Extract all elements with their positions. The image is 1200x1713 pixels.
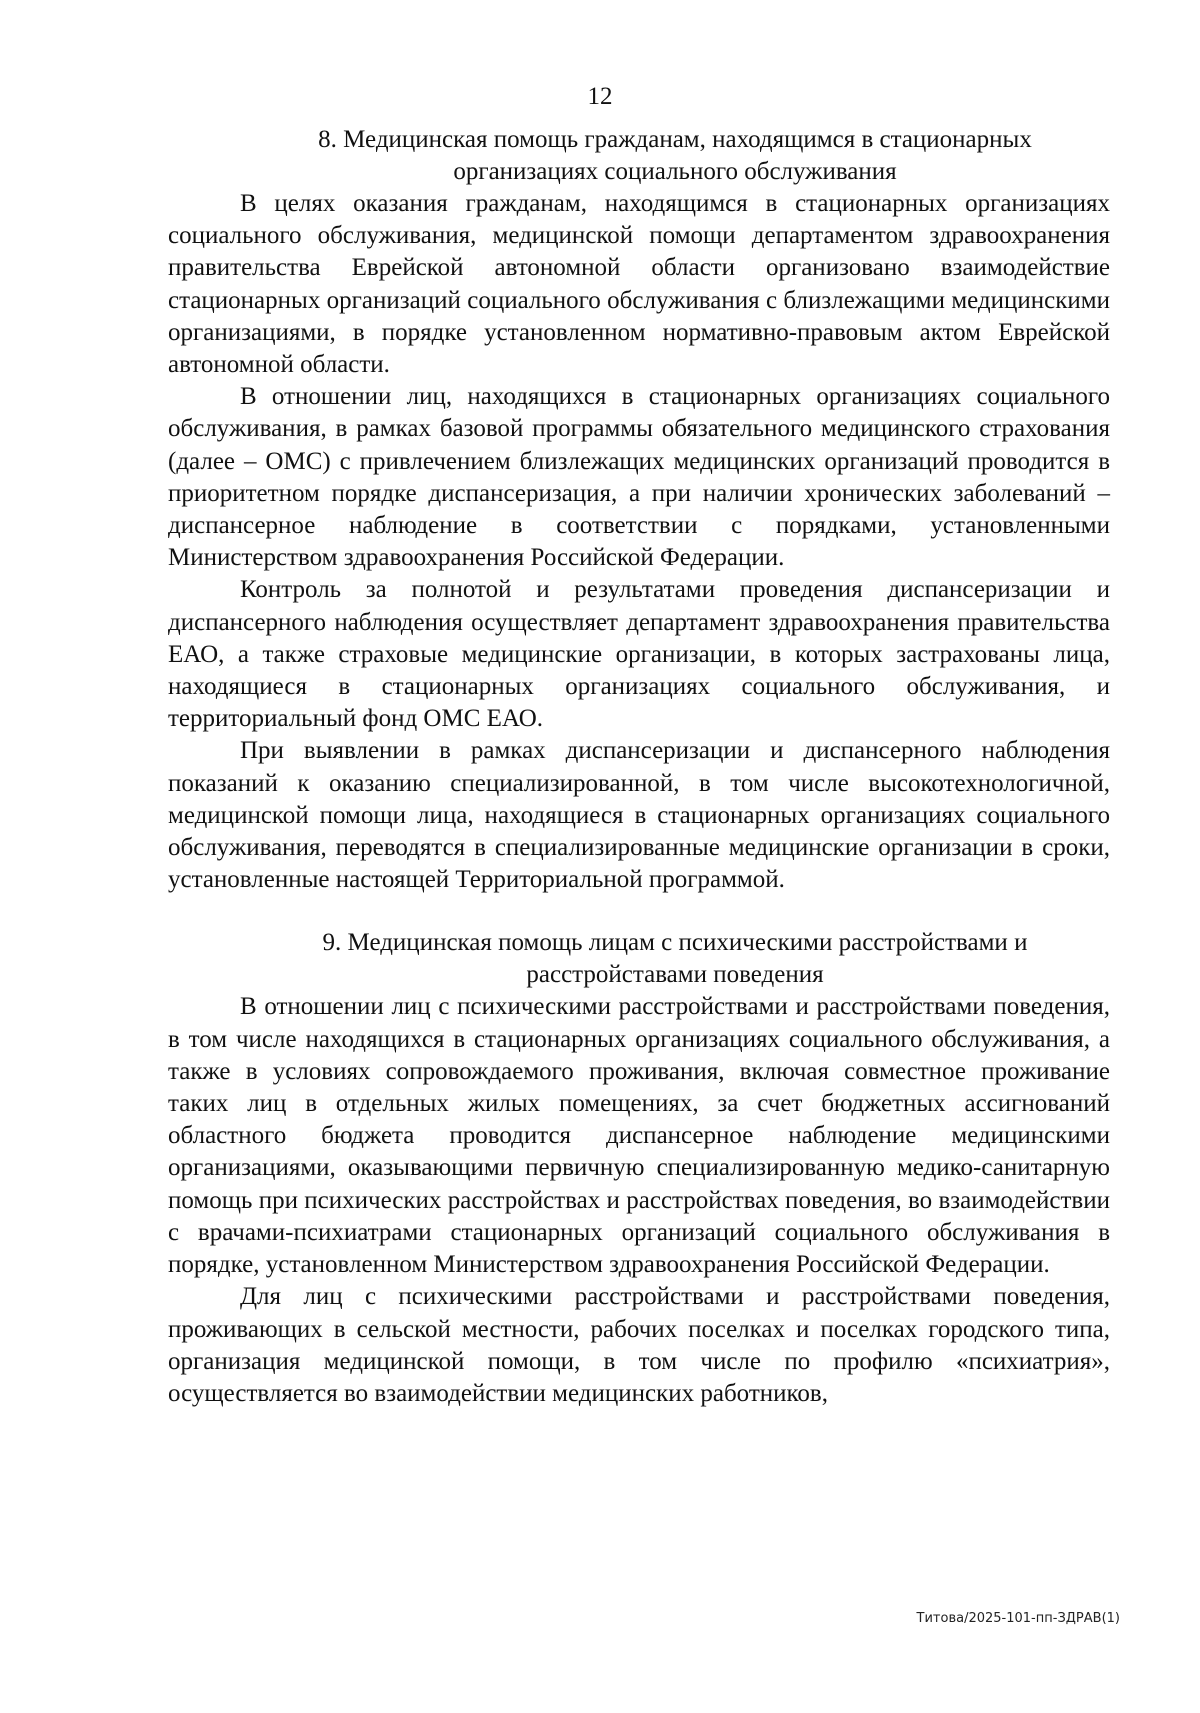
section-title-line: 9. Медицинская помощь лицам с психическими расстройствами и [322,929,1028,957]
paragraph: Для лиц с психическими расстройствами и расстройствами поведения, проживающих в сельской местности, рабочих поселках и поселках городского типа, организация медицинской помощи, в том числе по профилю «психиатрия», осуществляется во взаимодействии медицинских работников, [168,1283,1110,1407]
section-9-title [168,927,1110,991]
page-number: 12 [587,83,613,110]
section-8 [168,124,1110,896]
section-9 [168,927,1110,1410]
paragraph: При выявлении в рамках диспансеризации и диспансерного наблюдения показаний к оказанию специализированной, в том числе высокотехнологичной, медицинской помощи лица, находящиеся в стационарных организациях социального обслуживания, переводятся в специализированные медицинские организации в сроки, установленные настоящей Территориальной программой. [168,737,1110,894]
paragraph: В отношении лиц с психическими расстройствами и расстройствами поведения, в том числе находящихся в стационарных организациях социального обслуживания, а также в условиях сопровождаемого проживания, включая совместное проживание таких лиц в отдельных жилых помещениях, за счет бюджетных ассигнований областного бюджета проводится диспансерное наблюдение медицинскими организациями, оказывающими первичную специализированную медико-санитарную помощь при психических расстройствах и расстройствах поведения, во взаимодействии с врачами-психиатрами стационарных организаций социального обслуживания в порядке, установленном Министерством здравоохранения Российской Федерации. [168,993,1110,1279]
paragraph: В целях оказания гражданам, находящимся в стационарных организациях социального обслуживания, медицинской помощи департаментом здравоохранения правительства Еврейской автономной области организовано взаимодействие стационарных организаций социального обслуживания с близлежащими медицинскими организациями, в порядке установленном нормативно-правовым актом Еврейской автономной области. [168,190,1110,379]
document-body [168,124,1110,1410]
section-spacer [168,896,1110,927]
document-footer-code: Титова/2025-101-пп-ЗДРАВ(1) [916,1611,1120,1626]
paragraph: Контроль за полнотой и результатами проведения диспансеризации и диспансерного наблюдения осуществляет департамент здравоохранения правительства ЕАО, а также страховые медицинские организации, в которых застрахованы лица, находящиеся в стационарных организациях социального обслуживания, и территориальный фонд ОМС ЕАО. [168,576,1110,733]
section-title-line: расстройставами поведения [526,961,824,989]
section-8-title [168,124,1110,188]
section-title-line: 8. Медицинская помощь гражданам, находящимся в стационарных [318,126,1032,153]
section-title-line: организациях социального обслуживания [453,158,897,185]
paragraph: В отношении лиц, находящихся в стационарных организациях социального обслуживания, в рамках базовой программы обязательного медицинского страхования (далее – ОМС) с привлечением близлежащих медицинских организаций проводится в приоритетном порядке диспансеризация, а при наличии хронических заболеваний – диспансерное наблюдение в соответствии с порядками, установленными Министерством здравоохранения Российской Федерации. [168,383,1110,572]
